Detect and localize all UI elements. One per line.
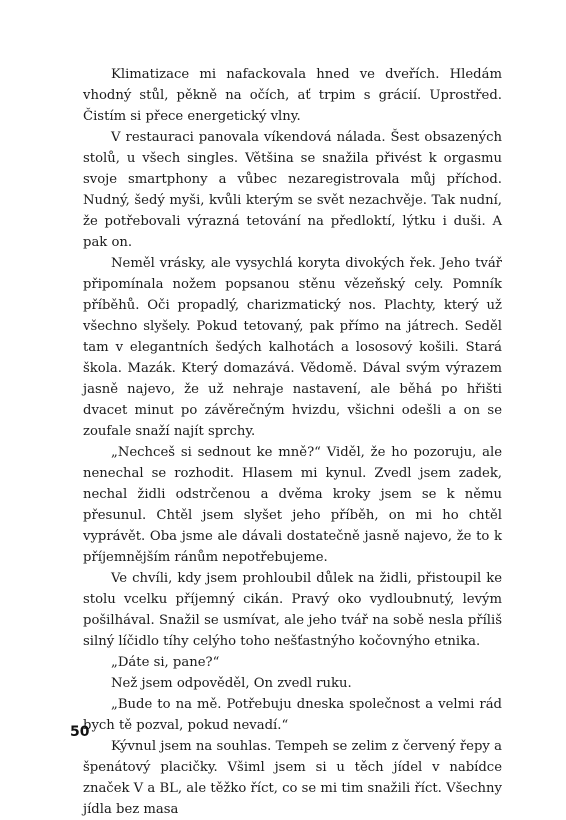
paragraph: „Nechceš si sednout ke mně?“ Viděl, že ho pozoruju, ale nenechal se rozhodit. Hlasem mi kynul. Zvedl jsem zadek, nechal židli odstrčenou a dvěma kroky jsem se k němu přesunul. Chtěl jsem slyšet jeho příběh, on mi ho chtěl vyprávět. Oba jsme ale dávali dostatečně jasně najevo, že to k příjemnějším ránům nepotřebujeme. <box>83 445 502 565</box>
page-number: 50 <box>70 724 90 740</box>
paragraph: Klimatizace mi nafackovala hned ve dveřích. Hledám vhodný stůl, pěkně na očích, ať trpim s grácií. Uprostřed. Čistím si přece energetický vlny. <box>83 67 502 124</box>
paragraph: V restauraci panovala víkendová nálada. Šest obsazených stolů, u všech singles. Většina se snažila přivést k orgasmu svoje smartphony a vůbec nezaregistrovala můj příchod. Nudný, šedý myši, kvůli kterým se svět nezachvěje. Tak nudní, že potřebovali výrazná tetování na předloktí, lýtku i duši. A pak on. <box>83 130 502 250</box>
paragraph: Kývnul jsem na souhlas. Tempeh se zelim z červený řepy a špenátový placičky. Všiml jsem si u těch jídel v nabídce značek V a BL, ale těžko říct, co se mi tim snažili říct. Všechny jídla bez masa <box>83 739 502 817</box>
paragraph: Ve chvíli, kdy jsem prohloubil důlek na židli, přistoupil ke stolu vcelku příjemný cikán. Pravý oko vydloubnutý, levým pošilhával. Snažil se usmívat, ale jeho tvář na sobě nesla příliš silný líčidlo tíhy celýho toho nešťastnýho kočovnýho etnika. <box>83 571 502 649</box>
paragraph: Neměl vrásky, ale vysychlá koryta divokých řek. Jeho tvář připomínala nožem popsanou stěnu vězeňský cely. Pomník příběhů. Oči propadlý, charizmatický nos. Plachty, který už všechno slyšely. Pokud tetovaný, pak přímo na játrech. Seděl tam v elegantních šedých kalhotách a lososový košili. Stará škola. Mazák. Který domazává. Vědomě. Dával svým výrazem jasně najevo, že už nehraje nastavení, ale běhá po hřišti dvacet minut po závěrečným hvizdu, všichni odešli a on se zoufale snaží najít sprchy. <box>83 256 502 439</box>
paragraph: Než jsem odpověděl, On zvedl ruku. <box>111 676 352 691</box>
paragraph: „Bude to na mě. Potřebuju dneska společnost a velmi rád bych tě pozval, pokud nevadí.“ <box>83 697 502 733</box>
paragraph: „Dáte si, pane?“ <box>111 655 220 670</box>
body-text <box>83 64 502 820</box>
